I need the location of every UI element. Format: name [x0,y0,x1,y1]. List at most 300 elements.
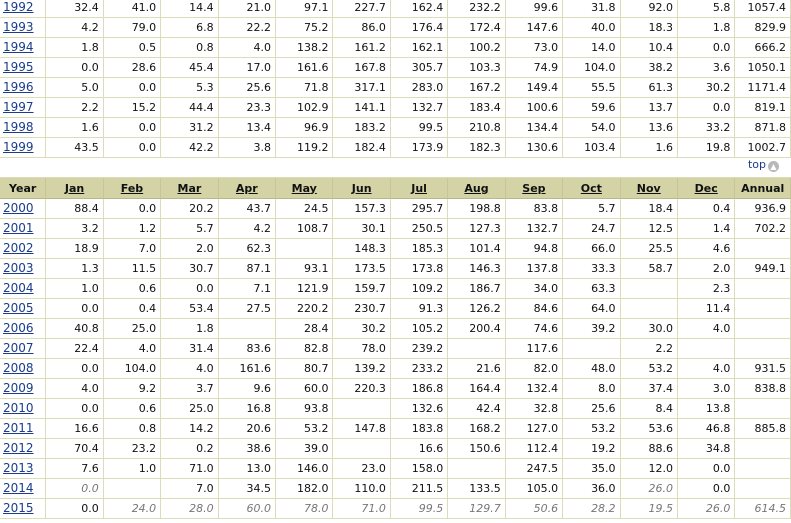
header-month-apr[interactable]: Apr [219,178,276,199]
value-cell: 99.5 [391,499,448,519]
value-cell: 55.5 [563,78,620,98]
annual-cell: 614.5 [735,499,791,519]
value-cell: 7.1 [219,279,276,299]
value-cell: 295.7 [391,199,448,219]
value-cell: 23.2 [104,439,161,459]
value-cell: 4.0 [219,38,276,58]
table-row [0,199,791,219]
value-cell: 173.8 [391,259,448,279]
value-cell: 183.4 [448,98,505,118]
value-cell: 173.5 [333,259,390,279]
value-cell: 0.0 [46,58,103,78]
value-cell: 82.0 [506,359,563,379]
year-link[interactable]: 1995 [3,60,34,74]
value-cell: 9.2 [104,379,161,399]
value-cell: 227.7 [333,0,390,18]
annual-cell: 838.8 [735,379,791,399]
value-cell: 146.3 [448,259,505,279]
year-link[interactable]: 2006 [3,321,34,335]
value-cell: 167.2 [448,78,505,98]
value-cell: 1.8 [161,319,218,339]
year-link[interactable]: 2000 [3,201,34,215]
year-link[interactable]: 2003 [3,261,34,275]
value-cell: 100.6 [506,98,563,118]
value-cell: 24.7 [563,219,620,239]
year-link[interactable]: 2012 [3,441,34,455]
value-cell: 60.0 [219,499,276,519]
value-cell: 104.0 [104,359,161,379]
table-row [0,419,791,439]
value-cell [219,319,276,339]
value-cell: 0.0 [104,199,161,219]
value-cell: 220.2 [276,299,333,319]
value-cell: 32.4 [46,0,103,18]
value-cell: 239.2 [391,339,448,359]
value-cell: 211.5 [391,479,448,499]
value-cell: 45.4 [161,58,218,78]
value-cell: 75.2 [276,18,333,38]
value-cell: 79.0 [104,18,161,38]
value-cell: 93.1 [276,259,333,279]
annual-cell: 666.2 [735,38,791,58]
table-row [0,219,791,239]
value-cell: 1.2 [104,219,161,239]
value-cell [621,299,678,319]
value-cell: 20.2 [161,199,218,219]
header-annual: Annual [735,178,791,199]
value-cell: 25.0 [104,319,161,339]
value-cell: 4.0 [104,339,161,359]
value-cell: 150.6 [448,439,505,459]
value-cell: 0.6 [104,279,161,299]
year-cell [0,299,46,319]
annual-cell [735,399,791,419]
value-cell: 97.1 [276,0,333,18]
value-cell: 182.0 [276,479,333,499]
value-cell: 86.0 [333,18,390,38]
year-cell [0,98,46,118]
value-cell: 24.5 [276,199,333,219]
value-cell: 4.6 [678,239,735,259]
value-cell: 183.2 [333,118,390,138]
header-month-jan[interactable]: Jan [46,178,103,199]
value-cell: 88.4 [46,199,103,219]
annual-cell [735,479,791,499]
value-cell: 132.6 [391,399,448,419]
value-cell: 100.2 [448,38,505,58]
value-cell: 168.2 [448,419,505,439]
value-cell: 127.0 [506,419,563,439]
value-cell: 126.2 [448,299,505,319]
value-cell: 58.7 [621,259,678,279]
header-month-nov[interactable]: Nov [621,178,678,199]
year-cell [0,18,46,38]
table-row [0,319,791,339]
value-cell: 0.0 [678,459,735,479]
table-row [0,279,791,299]
year-link[interactable]: 2015 [3,501,34,515]
value-cell: 50.6 [506,499,563,519]
table-row [0,399,791,419]
value-cell: 0.8 [104,419,161,439]
top-link-row [0,158,791,178]
value-cell: 41.0 [104,0,161,18]
value-cell: 5.7 [161,219,218,239]
annual-cell [735,279,791,299]
year-link[interactable]: 1999 [3,140,34,154]
value-cell: 53.4 [161,299,218,319]
value-cell: 11.5 [104,259,161,279]
year-link[interactable]: 2014 [3,481,34,495]
value-cell: 32.8 [506,399,563,419]
value-cell: 172.4 [448,18,505,38]
value-cell: 36.0 [563,479,620,499]
year-link[interactable]: 2007 [3,341,34,355]
value-cell: 1.8 [46,38,103,58]
value-cell: 14.2 [161,419,218,439]
value-cell: 30.0 [621,319,678,339]
value-cell: 102.9 [276,98,333,118]
header-month-may[interactable]: May [276,178,333,199]
value-cell: 3.7 [161,379,218,399]
header-month-dec[interactable]: Dec [678,178,735,199]
value-cell: 1.8 [678,18,735,38]
year-link[interactable]: 1997 [3,100,34,114]
annual-cell: 829.9 [735,18,791,38]
value-cell: 147.8 [333,419,390,439]
value-cell: 30.2 [678,78,735,98]
table-row [0,339,791,359]
value-cell: 19.2 [563,439,620,459]
value-cell: 138.2 [276,38,333,58]
value-cell: 0.4 [678,199,735,219]
annual-cell: 936.9 [735,199,791,219]
year-cell [0,0,46,18]
value-cell: 132.4 [506,379,563,399]
value-cell: 283.0 [391,78,448,98]
value-cell: 25.0 [161,399,218,419]
rainfall-table-1992-1999 [0,0,791,158]
year-link[interactable]: 2011 [3,421,34,435]
table-row [0,459,791,479]
year-cell [0,118,46,138]
value-cell: 93.8 [276,399,333,419]
value-cell: 39.2 [563,319,620,339]
value-cell: 149.4 [506,78,563,98]
value-cell: 20.6 [219,419,276,439]
value-cell: 104.0 [563,58,620,78]
value-cell: 84.6 [506,299,563,319]
header-year: Year [0,178,46,199]
value-cell: 94.8 [506,239,563,259]
header-month-feb[interactable]: Feb [104,178,161,199]
year-link[interactable]: 2013 [3,461,34,475]
value-cell: 66.0 [563,239,620,259]
header-month-mar[interactable]: Mar [161,178,218,199]
value-cell: 162.4 [391,0,448,18]
value-cell: 38.6 [219,439,276,459]
year-link[interactable]: 2010 [3,401,34,415]
value-cell: 0.0 [46,359,103,379]
value-cell: 34.8 [678,439,735,459]
value-cell: 101.4 [448,239,505,259]
value-cell: 42.2 [161,138,218,158]
value-cell: 4.0 [46,379,103,399]
top-link[interactable] [748,158,779,171]
value-cell: 26.0 [621,479,678,499]
value-cell: 137.8 [506,259,563,279]
value-cell: 13.7 [621,98,678,118]
value-cell: 17.0 [219,58,276,78]
header-month-oct[interactable]: Oct [563,178,620,199]
value-cell: 109.2 [391,279,448,299]
annual-cell: 949.1 [735,259,791,279]
header-month-sep[interactable]: Sep [506,178,563,199]
value-cell: 158.0 [391,459,448,479]
value-cell: 139.2 [333,359,390,379]
value-cell: 26.0 [678,499,735,519]
year-cell [0,319,46,339]
value-cell: 40.8 [46,319,103,339]
year-cell [0,58,46,78]
value-cell: 1.6 [46,118,103,138]
value-cell: 43.7 [219,199,276,219]
value-cell: 74.6 [506,319,563,339]
year-link[interactable]: 2002 [3,241,34,255]
value-cell: 33.2 [678,118,735,138]
year-cell [0,138,46,158]
value-cell: 305.7 [391,58,448,78]
header-month-aug[interactable]: Aug [448,178,505,199]
year-cell [0,219,46,239]
value-cell: 317.1 [333,78,390,98]
table-row [0,58,791,78]
value-cell: 18.3 [621,18,678,38]
value-cell: 71.0 [333,499,390,519]
year-cell [0,339,46,359]
table-row [0,299,791,319]
value-cell: 7.6 [46,459,103,479]
value-cell: 161.6 [219,359,276,379]
value-cell: 132.7 [391,98,448,118]
annual-cell [735,459,791,479]
value-cell [448,339,505,359]
annual-cell: 1002.7 [735,138,791,158]
value-cell: 3.8 [219,138,276,158]
table-row [0,138,791,158]
value-cell: 12.0 [621,459,678,479]
value-cell: 71.0 [161,459,218,479]
header-month-jun[interactable]: Jun [333,178,390,199]
annual-cell: 819.1 [735,98,791,118]
value-cell: 185.3 [391,239,448,259]
value-cell [333,439,390,459]
value-cell [678,339,735,359]
year-link[interactable]: 2009 [3,381,34,395]
value-cell: 0.8 [161,38,218,58]
value-cell: 62.3 [219,239,276,259]
value-cell: 250.5 [391,219,448,239]
value-cell: 16.6 [391,439,448,459]
value-cell: 129.7 [448,499,505,519]
annual-cell [735,319,791,339]
value-cell: 13.8 [678,399,735,419]
value-cell: 19.8 [678,138,735,158]
value-cell: 7.0 [104,239,161,259]
value-cell: 198.8 [448,199,505,219]
rainfall-table-2000-2015 [0,178,791,519]
annual-cell [735,339,791,359]
value-cell: 5.3 [161,78,218,98]
value-cell: 161.6 [276,58,333,78]
value-cell: 105.0 [506,479,563,499]
value-cell: 3.6 [678,58,735,78]
value-cell: 53.2 [276,419,333,439]
value-cell [276,239,333,259]
value-cell: 247.5 [506,459,563,479]
value-cell: 0.0 [46,399,103,419]
value-cell: 233.2 [391,359,448,379]
value-cell: 220.3 [333,379,390,399]
annual-cell: 885.8 [735,419,791,439]
value-cell: 108.7 [276,219,333,239]
value-cell: 37.4 [621,379,678,399]
value-cell: 186.7 [448,279,505,299]
value-cell: 117.6 [506,339,563,359]
value-cell: 182.3 [448,138,505,158]
value-cell: 42.4 [448,399,505,419]
value-cell: 8.0 [563,379,620,399]
value-cell: 112.4 [506,439,563,459]
top-link-label: top [747,158,766,171]
year-cell [0,439,46,459]
value-cell: 162.1 [391,38,448,58]
value-cell: 88.6 [621,439,678,459]
value-cell: 2.2 [621,339,678,359]
value-cell: 43.5 [46,138,103,158]
value-cell: 35.0 [563,459,620,479]
value-cell: 0.0 [104,78,161,98]
year-link[interactable]: 2001 [3,221,34,235]
value-cell: 28.4 [276,319,333,339]
value-cell: 0.2 [161,439,218,459]
value-cell: 30.2 [333,319,390,339]
year-cell [0,379,46,399]
value-cell: 82.8 [276,339,333,359]
value-cell: 48.0 [563,359,620,379]
value-cell: 16.8 [219,399,276,419]
table-row [0,0,791,18]
value-cell: 210.8 [448,118,505,138]
value-cell: 0.0 [46,299,103,319]
annual-cell: 1050.1 [735,58,791,78]
annual-cell: 1057.4 [735,0,791,18]
value-cell: 2.0 [678,259,735,279]
value-cell: 23.0 [333,459,390,479]
year-cell [0,78,46,98]
year-link[interactable]: 1993 [3,20,34,34]
table-row [0,379,791,399]
value-cell: 99.5 [391,118,448,138]
value-cell: 6.8 [161,18,218,38]
value-cell: 161.2 [333,38,390,58]
value-cell: 13.4 [219,118,276,138]
value-cell: 167.8 [333,58,390,78]
value-cell: 96.9 [276,118,333,138]
value-cell: 2.2 [46,98,103,118]
year-link[interactable]: 2004 [3,281,34,295]
value-cell: 44.4 [161,98,218,118]
value-cell: 63.3 [563,279,620,299]
value-cell: 16.6 [46,419,103,439]
value-cell: 0.0 [161,279,218,299]
value-cell: 7.0 [161,479,218,499]
year-link[interactable]: 1996 [3,80,34,94]
value-cell: 4.0 [678,319,735,339]
year-link[interactable]: 1994 [3,40,34,54]
year-link[interactable]: 1998 [3,120,34,134]
value-cell: 5.0 [46,78,103,98]
value-cell: 1.0 [104,459,161,479]
value-cell: 0.5 [104,38,161,58]
year-cell [0,239,46,259]
value-cell [104,479,161,499]
value-cell: 40.0 [563,18,620,38]
year-link[interactable]: 2005 [3,301,34,315]
value-cell: 74.9 [506,58,563,78]
value-cell: 33.3 [563,259,620,279]
value-cell: 4.2 [219,219,276,239]
value-cell: 159.7 [333,279,390,299]
table-row [0,239,791,259]
value-cell: 105.2 [391,319,448,339]
value-cell: 28.6 [104,58,161,78]
value-cell: 18.4 [621,199,678,219]
table-row [0,78,791,98]
value-cell: 0.0 [46,499,103,519]
value-cell: 19.5 [621,499,678,519]
value-cell: 3.0 [678,379,735,399]
value-cell: 12.5 [621,219,678,239]
table-row [0,439,791,459]
value-cell: 25.5 [621,239,678,259]
value-cell: 127.3 [448,219,505,239]
value-cell: 46.8 [678,419,735,439]
value-cell: 59.6 [563,98,620,118]
year-link[interactable]: 2008 [3,361,34,375]
header-month-jul[interactable]: Jul [391,178,448,199]
year-link[interactable]: 1992 [3,0,34,14]
value-cell: 182.4 [333,138,390,158]
value-cell: 83.8 [506,199,563,219]
table-row [0,359,791,379]
value-cell: 31.8 [563,0,620,18]
value-cell: 0.0 [678,38,735,58]
table-row [0,38,791,58]
value-cell: 91.3 [391,299,448,319]
value-cell: 147.6 [506,18,563,38]
value-cell: 27.5 [219,299,276,319]
value-cell: 54.0 [563,118,620,138]
value-cell: 92.0 [621,0,678,18]
value-cell: 133.5 [448,479,505,499]
value-cell: 176.4 [391,18,448,38]
value-cell: 13.6 [621,118,678,138]
value-cell: 21.0 [219,0,276,18]
annual-cell: 931.5 [735,359,791,379]
annual-cell [735,239,791,259]
value-cell: 0.0 [104,118,161,138]
